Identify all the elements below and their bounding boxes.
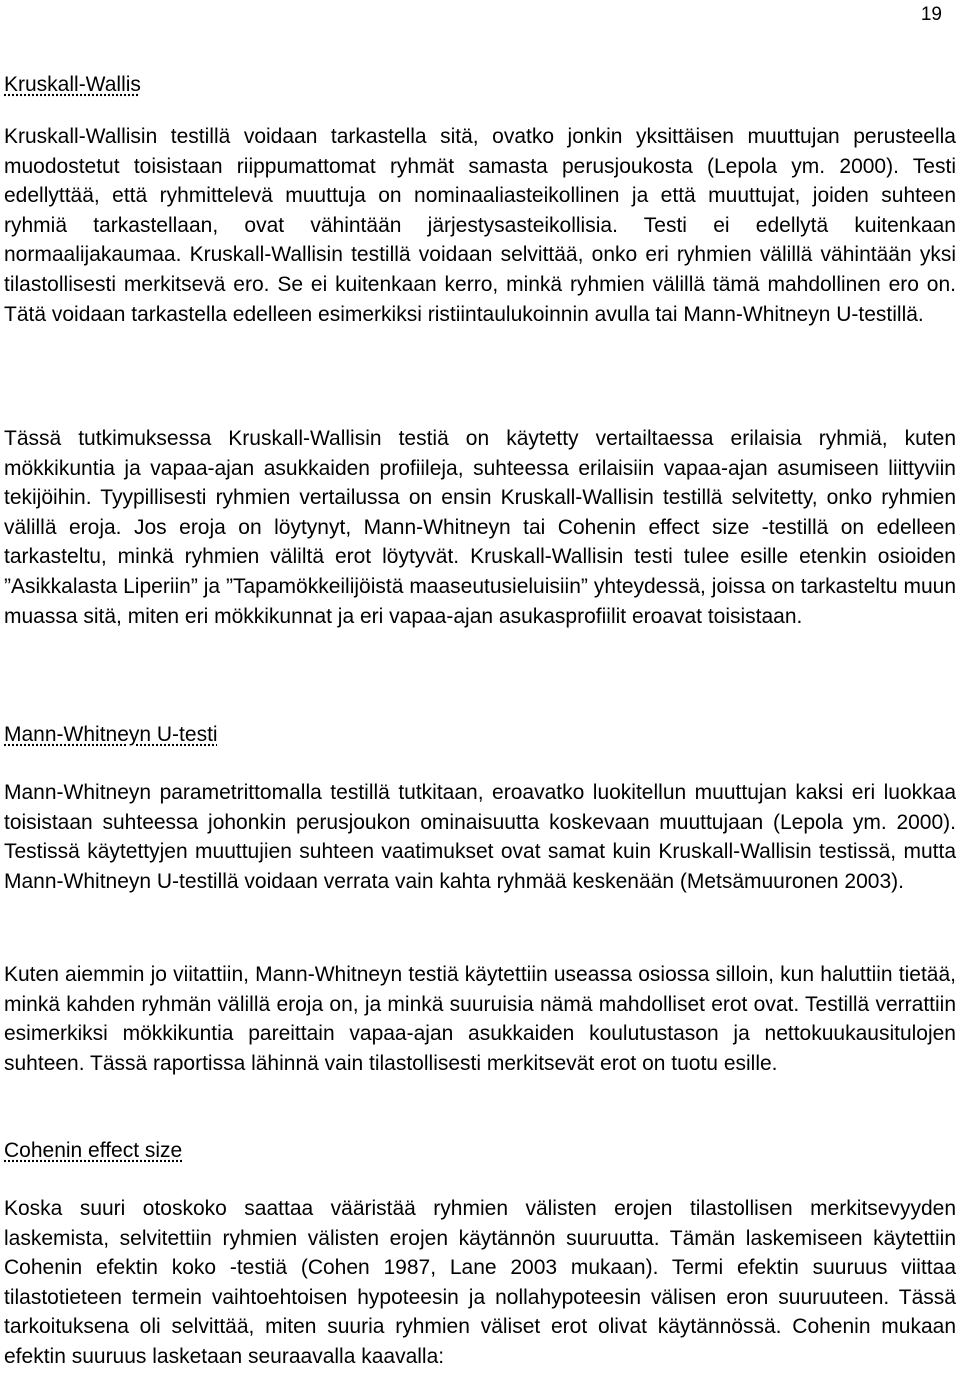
document-page bbox=[4, 0, 956, 1400]
paragraph-mann-whitney-usage: Kuten aiemmin jo viitattiin, Mann-Whitneyn testiä käytettiin useassa osiossa silloin, kun haluttiin tietää, minkä kahden ryhmän välillä eroja on, ja minkä suuruisia nämä mahdolliset erot ovat. Testillä verrattiin esimerkiksi mökkikuntia pareittain vapaa-ajan asukkaiden koulutustason ja nettokuukausitulojen suhteen. Tässä raportissa lähinnä vain tilastollisesti merkitsevät erot on tuotu esille. bbox=[4, 963, 956, 1075]
paragraph-kruskall-wallis-usage: Tässä tutkimuksessa Kruskall-Wallisin testiä on käytetty vertailtaessa erilaisia ryhmiä, kuten mökkikuntia ja vapaa-ajan asukkaiden profiileja, suhteessa erilaisiin vapaa-ajan asumiseen liittyviin tekijöihin. Tyypillisesti ryhmien vertailussa on ensin Kruskall-Wallisin testillä selvitetty, onko ryhmien välillä eroja. Jos eroja on löytynyt, Mann-Whitneyn tai Cohenin effect size -testillä on edelleen tarkasteltu, minkä ryhmien väliltä erot löytyvät. Kruskall-Wallisin testi tulee esille etenkin osioiden ”Asikkalasta Liperiin” ja ”Tapamökkeilijöistä maaseutusieluisiin” yhteydessä, joissa on tarkasteltu muun muassa sitä, miten eri mökkikunnat ja eri vapaa-ajan asukasprofiilit eroavat toisistaan. bbox=[4, 427, 956, 628]
paragraph-cohen-effect-size-description: Koska suuri otoskoko saattaa vääristää ryhmien välisten erojen tilastollisen merkitsevyyden laskemista, selvitettiin ryhmien välisten erojen käytännön suuruutta. Tämän laskemiseen käytettiin Cohenin efektin koko -testiä (Cohen 1987, Lane 2003 mukaan). Termi efektin suuruus viittaa tilastotieteen termein vaihtoehtoisen hypoteesin ja nollahypoteesin välisen eron suuruuteen. Tässä tarkoituksena oli selvittää, miten suuria ryhmien väliset erot olivat käytännössä. Cohenin mukaan efektin suuruus lasketaan seuraavalla kaavalla: bbox=[4, 1197, 956, 1368]
section-heading-kruskall-wallis: Kruskall-Wallis bbox=[4, 73, 141, 96]
paragraph-kruskall-wallis-description: Kruskall-Wallisin testillä voidaan tarkastella sitä, ovatko jonkin yksittäisen muuttujan perusteella muodostetut toisistaan riippumattomat ryhmät samasta perusjoukosta (Lepola ym. 2000). Testi edellyttää, että ryhmittelevä muuttuja on nominaaliasteikollinen ja että muuttujat, joiden suhteen ryhmiä tarkastellaan, ovat vähintään järjestysasteikollisia. Testi ei edellytä kuitenkaan normaalijakaumaa. Kruskall-Wallisin testillä voidaan selvittää, onko eri ryhmien välillä vähintään yksi tilastollisesti merkitsevä ero. Se ei kuitenkaan kerro, minkä ryhmien välillä tämä mahdollinen ero on. Tätä voidaan tarkastella edelleen esimerkiksi ristiintaulukoinnin avulla tai Mann-Whitneyn U-testillä. bbox=[4, 125, 956, 326]
page-number: 19 bbox=[920, 4, 942, 25]
section-heading-mann-whitney: Mann-Whitneyn U-testi bbox=[4, 723, 218, 746]
paragraph-mann-whitney-description: Mann-Whitneyn parametrittomalla testillä tutkitaan, eroavatko luokitellun muuttujan kaksi eri luokkaa toisistaan suhteessa johonkin perusjoukon ominaisuutta koskevaan muuttujaan (Lepola ym. 2000). Testissä käytettyjen muuttujien suhteen vaatimukset ovat samat kuin Kruskall-Wallisin testissä, mutta Mann-Whitneyn U-testillä voidaan verrata vain kahta ryhmää keskenään (Metsämuuronen 2003). bbox=[4, 781, 956, 893]
section-heading-cohen-effect-size: Cohenin effect size bbox=[4, 1139, 183, 1162]
